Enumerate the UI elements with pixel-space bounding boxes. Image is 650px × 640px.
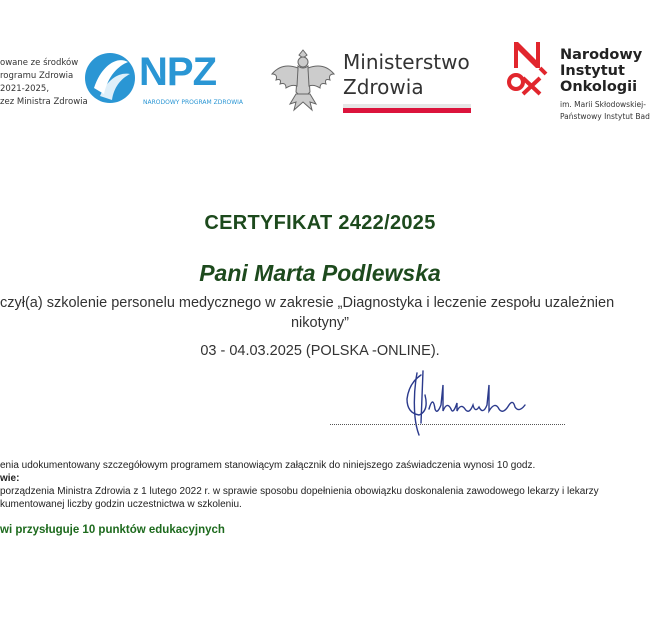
nio-title-line: Narodowy — [560, 47, 643, 63]
course-dates: 03 - 04.03.2025 (POLSKA -ONLINE). — [200, 343, 440, 359]
recipient-name: Pani Marta Podlewska — [199, 260, 441, 286]
eagle-emblem-icon — [268, 44, 338, 116]
flag-bar-red — [343, 108, 471, 113]
funding-line: owane ze środków — [0, 58, 79, 68]
funding-line: rogramu Zdrowia — [0, 71, 74, 81]
ministry-name-line2: Zdrowia — [343, 75, 424, 99]
course-description-line1: czył(a) szkolenie personelu medycznego w zakresie „Diagnostyka i leczenie zespołu uzależnien — [0, 295, 615, 311]
signature-image — [395, 365, 555, 440]
funding-note — [0, 57, 88, 109]
funding-line: 2021-2025, — [0, 84, 50, 94]
legal-basis-line2: kumentowanej liczby godzin uczestnictwa w szkoleniu. — [0, 499, 242, 510]
funding-line: zez Ministra Zdrowia — [0, 97, 88, 107]
nio-sub-line: im. Marii Skłodowskiej- — [560, 100, 646, 109]
npz-subtitle: NARODOWY PROGRAM ZDROWIA — [143, 99, 244, 106]
nio-sub-line: Państwowy Instytut Bad — [560, 112, 650, 121]
nio-logo-icon — [506, 38, 556, 98]
npz-logo-text: NPZ — [139, 50, 216, 94]
certificate-title: CERTYFIKAT 2422/2025 — [204, 212, 436, 234]
nio-title-line: Instytut — [560, 63, 625, 79]
legal-basis-line1: porządzenia Ministra Zdrowia z 1 lutego 2022 r. w sprawie sposobu dopełnienia obowiązku doskonalenia zawodowego lekarzy i lekarzy — [0, 486, 599, 497]
nio-title — [560, 47, 642, 95]
education-points: wi przysługuje 10 punktów edukacyjnych — [0, 524, 225, 536]
nio-title-line: Onkologii — [560, 79, 638, 95]
signature-line — [330, 424, 565, 425]
course-description-line2: nikotyny” — [290, 315, 350, 331]
hours-note: enia udokumentowany szczegółowym programem stanowiącym załącznik do niniejszego zaświadczenia wynosi 10 godz. — [0, 460, 536, 471]
ministry-name-line1: Ministerstwo — [343, 50, 470, 74]
nio-subtitle — [560, 99, 650, 123]
legal-basis-label: wie: — [0, 473, 20, 484]
